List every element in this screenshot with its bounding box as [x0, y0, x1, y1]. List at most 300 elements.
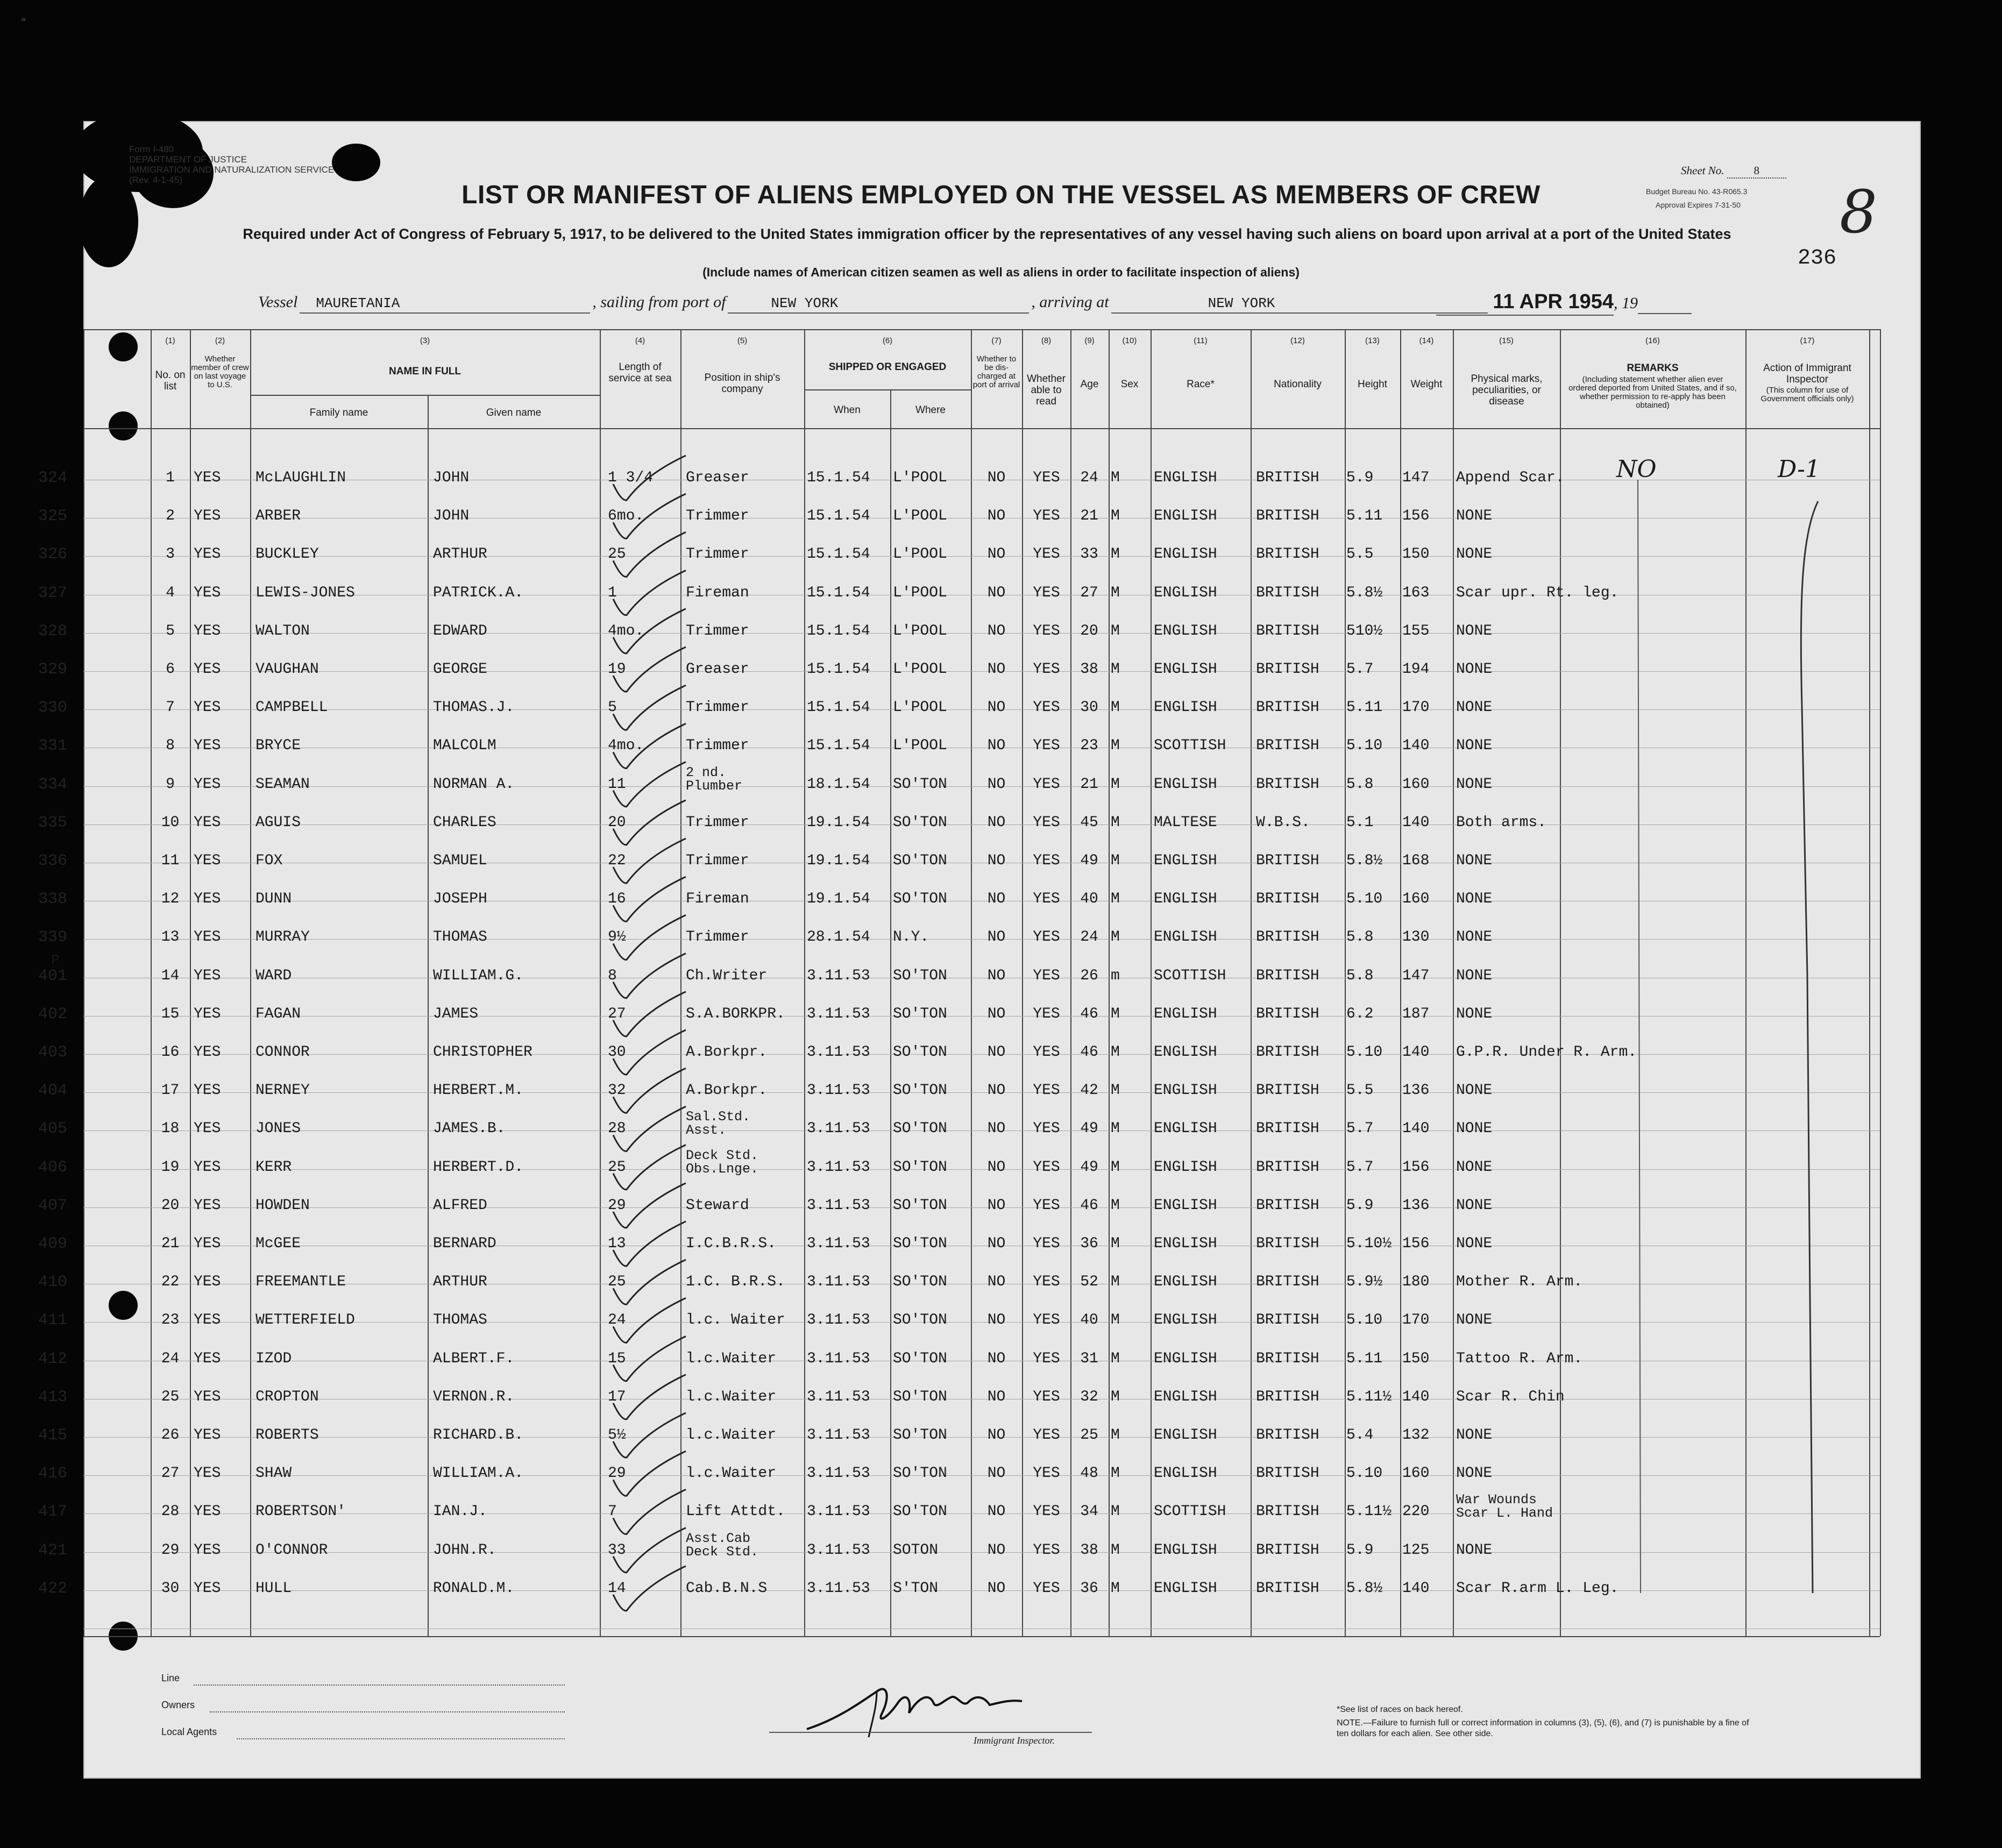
cell-family: SEAMAN — [255, 776, 310, 793]
cell-disch: NO — [987, 776, 1006, 793]
cell-sex: M — [1111, 929, 1120, 946]
cell-service: 25 — [608, 546, 626, 563]
cell-age: 46 — [1080, 1044, 1098, 1061]
cell-nat: BRITISH — [1256, 929, 1319, 946]
cell-margin: 339 — [38, 928, 67, 947]
cell-height: 5.11 — [1346, 1350, 1383, 1367]
cell-race: ENGLISH — [1154, 699, 1217, 716]
cell-marks: NONE — [1456, 1158, 1493, 1176]
cell-service: 9½ — [608, 929, 626, 946]
cell-no: 13 — [161, 929, 180, 946]
cell-position: Asst.Cab Deck Std. — [686, 1530, 759, 1560]
cell-family: MURRAY — [255, 929, 310, 946]
cell-height: 5.9 — [1346, 1197, 1374, 1214]
cell-no: 28 — [161, 1503, 180, 1520]
table-row — [38, 731, 1880, 764]
cell-prev: YES — [194, 1197, 221, 1214]
cell-prev: YES — [194, 1120, 221, 1138]
cell-race: ENGLISH — [1154, 546, 1217, 563]
cell-given: ALBERT.F. — [433, 1350, 515, 1367]
cell-where: L'POOL — [893, 699, 947, 716]
cell-sex: M — [1111, 776, 1120, 793]
cell-disch: NO — [987, 1197, 1006, 1214]
cell-position: Trimmer — [686, 699, 749, 716]
cell-prev: YES — [194, 1005, 221, 1022]
cell-read: YES — [1033, 699, 1060, 716]
cell-age: 49 — [1080, 852, 1098, 869]
cell-given: WILLIAM.G. — [433, 967, 524, 984]
cell-position: Trimmer — [686, 852, 749, 869]
cell-height: 5.10 — [1346, 1312, 1383, 1329]
cell-race: ENGLISH — [1154, 1312, 1217, 1329]
cell-nat: BRITISH — [1256, 1044, 1319, 1061]
penalty-note: NOTE.—Failure to furnish full or correct information in columns (3), (5), (6), and (7) is punishable by a fine of ten dollars for each alien. See other side. — [1337, 1718, 1749, 1738]
cell-sex: M — [1111, 1197, 1120, 1214]
cell-marks: NONE — [1456, 1427, 1493, 1444]
cell-disch: NO — [987, 929, 1006, 946]
table-row — [38, 1530, 1880, 1568]
cell-race: ENGLISH — [1154, 1274, 1217, 1291]
cell-height: 5.8½ — [1346, 584, 1383, 601]
cell-weight: 168 — [1402, 852, 1430, 869]
cell-read: YES — [1033, 1120, 1060, 1138]
races-footnote: *See list of races on back hereof. — [1337, 1705, 1463, 1714]
cell-prev: YES — [194, 1580, 221, 1597]
cell-family: DUNN — [255, 891, 292, 908]
cell-no: 19 — [161, 1158, 180, 1176]
cell-sex: M — [1111, 661, 1120, 678]
cell-age: 33 — [1080, 546, 1098, 563]
cell-weight: 187 — [1402, 1005, 1430, 1022]
cell-prev: YES — [194, 1465, 221, 1482]
cell-nat: BRITISH — [1256, 1312, 1319, 1329]
cell-when: 3.11.53 — [807, 1082, 870, 1099]
cell-service: 29 — [608, 1465, 626, 1482]
cell-position: Trimmer — [686, 546, 749, 563]
cell-height: 5.8 — [1346, 967, 1374, 984]
cell-margin: 327 — [38, 584, 67, 602]
cell-when: 19.1.54 — [807, 891, 870, 908]
cell-disch: NO — [987, 1274, 1006, 1291]
cell-margin: 329 — [38, 660, 67, 679]
table-row — [38, 1229, 1880, 1262]
cell-race: ENGLISH — [1154, 1235, 1217, 1252]
cell-marks: NONE — [1456, 1005, 1493, 1022]
cell-no: 11 — [161, 852, 180, 869]
cell-given: ALFRED — [433, 1197, 487, 1214]
cell-given: WILLIAM.A. — [433, 1465, 524, 1482]
cell-given: CHRISTOPHER — [433, 1044, 533, 1061]
cell-when: 3.11.53 — [807, 1274, 870, 1291]
cell-no: 8 — [166, 737, 175, 755]
cell-nat: BRITISH — [1256, 1120, 1319, 1138]
header-weight: Weight — [1410, 379, 1443, 390]
col-num-4: (4) — [635, 336, 645, 345]
cell-service: 24 — [608, 1312, 626, 1329]
cell-marks: NONE — [1456, 1465, 1493, 1482]
cell-margin: 411 — [38, 1311, 67, 1330]
cell-position: Trimmer — [686, 508, 749, 525]
footer-agents-label: Local Agents — [161, 1726, 217, 1737]
cell-where: SO'TON — [893, 814, 947, 831]
cell-where: SO'TON — [893, 1005, 947, 1022]
table-row — [38, 1306, 1880, 1338]
cell-position: l.c.Waiter — [686, 1427, 777, 1444]
col-num-11: (11) — [1194, 336, 1208, 345]
cell-nat: BRITISH — [1256, 776, 1319, 793]
header-member-prev: Whether member of crew on last voyage to U.S. — [191, 354, 249, 389]
cell-given: HERBERT.D. — [433, 1158, 524, 1176]
cell-sex: M — [1111, 1274, 1120, 1291]
table-row — [38, 456, 1880, 496]
cell-height: 5.7 — [1346, 661, 1374, 678]
cell-when: 3.11.53 — [807, 1541, 870, 1559]
cell-read: YES — [1033, 1312, 1060, 1329]
col-num-8: (8) — [1041, 336, 1052, 345]
cell-service: 33 — [608, 1541, 626, 1559]
table-row — [38, 655, 1880, 687]
cell-where: L'POOL — [893, 508, 947, 525]
cell-where: SO'TON — [893, 1197, 947, 1214]
cell-service: 25 — [608, 1158, 626, 1176]
cell-prev: YES — [194, 737, 221, 755]
cell-disch: NO — [987, 1580, 1006, 1597]
cell-height: 5.11 — [1346, 508, 1383, 525]
cell-no: 14 — [161, 967, 180, 984]
header-discharged: Whether to be dis-charged at port of arrival — [972, 354, 1020, 389]
cell-race: ENGLISH — [1154, 1044, 1217, 1061]
form-instructions-sub: (Include names of American citizen seamen as well as aliens in order to facilitate inspection of aliens) — [702, 265, 1300, 279]
cell-read: YES — [1033, 1044, 1060, 1061]
cell-marks: NONE — [1456, 661, 1493, 678]
cell-given: RICHARD.B. — [433, 1427, 524, 1444]
cell-disch: NO — [987, 1541, 1006, 1559]
cell-age: 40 — [1080, 891, 1098, 908]
header-height: Height — [1358, 379, 1387, 390]
table-row — [38, 1492, 1880, 1530]
table-row — [38, 1000, 1880, 1032]
cell-disch: NO — [987, 1158, 1006, 1176]
cell-no: 7 — [166, 699, 175, 716]
cell-margin: 422 — [38, 1579, 67, 1598]
cell-margin: 412 — [38, 1349, 67, 1368]
cell-position: 1.C. B.R.S. — [686, 1274, 785, 1291]
cell-height: 5.8 — [1346, 776, 1374, 793]
cell-race: SCOTTISH — [1154, 737, 1226, 755]
cell-age: 36 — [1080, 1580, 1098, 1597]
col-num-10: (10) — [1122, 336, 1137, 345]
cell-service: 13 — [608, 1235, 626, 1252]
cell-nat: BRITISH — [1256, 1350, 1319, 1367]
cell-family: CAMPBELL — [255, 699, 328, 716]
cell-when: 3.11.53 — [807, 1580, 870, 1597]
cell-disch: NO — [987, 470, 1006, 486]
cell-race: ENGLISH — [1154, 1580, 1217, 1597]
cell-read: YES — [1033, 1388, 1060, 1405]
cell-service: 17 — [608, 1388, 626, 1405]
cell-prev: YES — [194, 470, 221, 486]
cell-when: 3.11.53 — [807, 1158, 870, 1176]
cell-race: ENGLISH — [1154, 661, 1217, 678]
cell-height: 5.9 — [1346, 1541, 1374, 1559]
cell-margin: 335 — [38, 813, 67, 832]
cell-family: CONNOR — [255, 1044, 310, 1061]
cell-read: YES — [1033, 814, 1060, 831]
cell-height: 5.11½ — [1346, 1388, 1392, 1405]
cell-weight: 180 — [1402, 1274, 1430, 1291]
cell-prev: YES — [194, 929, 221, 946]
cell-marks: NONE — [1456, 1120, 1493, 1138]
cell-race: SCOTTISH — [1154, 967, 1226, 984]
cell-position: l.c. Waiter — [686, 1312, 785, 1329]
cell-height: 5.11½ — [1346, 1503, 1392, 1520]
cell-age: 30 — [1080, 699, 1098, 716]
cell-when: 15.1.54 — [807, 584, 870, 601]
cell-given: EDWARD — [433, 622, 487, 639]
table-row — [38, 1109, 1880, 1147]
cell-nat: BRITISH — [1256, 584, 1319, 601]
cell-race: ENGLISH — [1154, 1082, 1217, 1099]
cell-race: ENGLISH — [1154, 470, 1217, 486]
cell-read: YES — [1033, 967, 1060, 984]
cell-age: 45 — [1080, 814, 1098, 831]
cell-position: l.c.Waiter — [686, 1388, 777, 1405]
cell-no: 4 — [166, 584, 175, 601]
cell-marks: NONE — [1456, 776, 1493, 793]
cell-family: FREEMANTLE — [255, 1274, 346, 1291]
cell-given: BERNARD — [433, 1235, 496, 1252]
cell-disch: NO — [987, 1427, 1006, 1444]
cell-margin: 417 — [38, 1503, 67, 1522]
cell-marks: NONE — [1456, 1082, 1493, 1099]
cell-read: YES — [1033, 1427, 1060, 1444]
cell-weight: 160 — [1402, 776, 1430, 793]
cell-where: S'TON — [893, 1580, 939, 1597]
cell-race: MALTESE — [1154, 814, 1217, 831]
header-length-service: Length of service at sea — [608, 361, 672, 384]
cell-no: 3 — [166, 546, 175, 563]
table-row — [38, 1076, 1880, 1108]
cell-service: 11 — [608, 776, 626, 793]
cell-read: YES — [1033, 584, 1060, 601]
cell-height: 5.10 — [1346, 1044, 1383, 1061]
cell-when: 3.11.53 — [807, 1503, 870, 1520]
cell-service: 32 — [608, 1082, 626, 1099]
cell-when: 19.1.54 — [807, 852, 870, 869]
cell-where: SO'TON — [893, 1465, 947, 1482]
cell-weight: 136 — [1402, 1197, 1430, 1214]
cell-height: 5.9 — [1346, 470, 1374, 486]
arriving-label: , arriving at — [1031, 293, 1109, 311]
cell-position: Greaser — [686, 661, 749, 678]
cell-marks: NONE — [1456, 852, 1493, 869]
cell-marks: NONE — [1456, 1235, 1493, 1252]
cell-no: 18 — [161, 1120, 180, 1138]
cell-nat: BRITISH — [1256, 1082, 1319, 1099]
cell-no: 2 — [166, 508, 175, 525]
cell-sex: M — [1111, 622, 1120, 639]
cell-prev: YES — [194, 584, 221, 601]
cell-where: SO'TON — [893, 967, 947, 984]
cell-read: YES — [1033, 737, 1060, 755]
budget-bureau: Budget Bureau No. 43-R065.3 — [1646, 187, 1748, 196]
cell-height: 5.9½ — [1346, 1274, 1383, 1291]
cell-age: 21 — [1080, 508, 1098, 525]
cell-age: 49 — [1080, 1158, 1098, 1176]
cell-where: SO'TON — [893, 1350, 947, 1367]
cell-prev: YES — [194, 1503, 221, 1520]
cell-no: 25 — [161, 1388, 180, 1405]
cell-family: ARBER — [255, 508, 301, 525]
cell-where: SOTON — [893, 1541, 939, 1559]
cell-when: 15.1.54 — [807, 508, 870, 525]
cell-weight: 170 — [1402, 1312, 1430, 1329]
cell-no: 16 — [161, 1044, 180, 1061]
arrival-date: 11 APR 1954 — [1436, 290, 1614, 316]
cell-race: ENGLISH — [1154, 1388, 1217, 1405]
table-row — [38, 885, 1880, 917]
cell-where: SO'TON — [893, 1158, 947, 1176]
cell-prev: YES — [194, 1235, 221, 1252]
footer-line-field — [194, 1684, 565, 1686]
cell-when: 15.1.54 — [807, 470, 870, 486]
cell-margin: 328 — [38, 622, 67, 641]
cell-age: 23 — [1080, 737, 1098, 755]
col-num-5: (5) — [737, 336, 748, 345]
form-instructions: Required under Act of Congress of February 5, 1917, to be delivered to the United States immigration officer by the representatives of any vessel having such aliens on board upon arrival at a port of the United States — [243, 226, 1731, 242]
cell-margin: 407 — [38, 1196, 67, 1215]
cell-margin-prefix: P — [51, 951, 60, 968]
cell-marks: NONE — [1456, 699, 1493, 716]
cell-age: 40 — [1080, 1312, 1098, 1329]
cell-given: GEORGE — [433, 661, 487, 678]
cell-position: Trimmer — [686, 814, 749, 831]
cell-service: 20 — [608, 814, 626, 831]
cell-weight: 140 — [1402, 737, 1430, 755]
cell-disch: NO — [987, 1350, 1006, 1367]
col-num-12: (12) — [1290, 336, 1305, 345]
cell-margin: 404 — [38, 1082, 67, 1100]
cell-family: SHAW — [255, 1465, 292, 1482]
cell-family: CROPTON — [255, 1388, 319, 1405]
cell-given: ARTHUR — [433, 546, 487, 563]
cell-race: ENGLISH — [1154, 852, 1217, 869]
cell-prev: YES — [194, 661, 221, 678]
cell-age: 46 — [1080, 1197, 1098, 1214]
cell-given: IAN.J. — [433, 1503, 487, 1520]
cell-sex: M — [1111, 737, 1120, 755]
cell-family: WETTERFIELD — [255, 1312, 355, 1329]
cell-weight: 140 — [1402, 1580, 1430, 1597]
table-row — [38, 693, 1880, 726]
cell-weight: 125 — [1402, 1541, 1430, 1559]
cell-where: SO'TON — [893, 1274, 947, 1291]
cell-service: 30 — [608, 1044, 626, 1061]
cell-given: JOSEPH — [433, 891, 487, 908]
cell-service: 29 — [608, 1197, 626, 1214]
voyage-line — [258, 293, 1488, 314]
cell-age: 34 — [1080, 1503, 1098, 1520]
cell-nat: BRITISH — [1256, 1388, 1319, 1405]
header-remarks: REMARKS — [1627, 363, 1679, 374]
col-num-3: (3) — [420, 336, 430, 345]
cell-position: Fireman — [686, 584, 749, 601]
cell-margin: 413 — [38, 1388, 67, 1406]
cell-disch: NO — [987, 1503, 1006, 1520]
cell-weight: 140 — [1402, 1388, 1430, 1405]
cell-when: 15.1.54 — [807, 661, 870, 678]
cell-height: 5.10 — [1346, 737, 1383, 755]
cell-service: 15 — [608, 1350, 626, 1367]
cell-when: 3.11.53 — [807, 1388, 870, 1405]
cell-read: YES — [1033, 776, 1060, 793]
crew-table — [38, 329, 1880, 1636]
cell-sex: M — [1111, 1158, 1120, 1176]
arrival-date-stamp — [1436, 290, 1692, 316]
cell-prev: YES — [194, 1044, 221, 1061]
cell-read: YES — [1033, 852, 1060, 869]
cell-marks: G.P.R. Under R. Arm. — [1456, 1044, 1637, 1061]
cell-sex: M — [1111, 1350, 1120, 1367]
cell-race: ENGLISH — [1154, 929, 1217, 946]
cell-read: YES — [1033, 622, 1060, 639]
cell-height: 5.7 — [1346, 1158, 1374, 1176]
sheet-number: Sheet No. 8 — [1681, 164, 1786, 179]
cell-prev: YES — [194, 852, 221, 869]
footer-agents-field — [237, 1738, 565, 1739]
cell-service: 16 — [608, 891, 626, 908]
cell-position: Greaser — [686, 470, 749, 486]
cell-prev: YES — [194, 776, 221, 793]
cell-read: YES — [1033, 1082, 1060, 1099]
cell-read: YES — [1033, 661, 1060, 678]
cell-height: 5.4 — [1346, 1427, 1374, 1444]
cell-when: 3.11.53 — [807, 1465, 870, 1482]
cell-given: SAMUEL — [433, 852, 487, 869]
cell-marks: NONE — [1456, 1197, 1493, 1214]
table-row — [38, 1383, 1880, 1415]
cell-service: 8 — [608, 967, 617, 984]
cell-position: Deck Std. Obs.Lnge. — [686, 1147, 759, 1177]
cell-sex: M — [1111, 1388, 1120, 1405]
cell-service: 5½ — [608, 1427, 626, 1444]
cell-margin: 334 — [38, 775, 67, 794]
cell-read: YES — [1033, 891, 1060, 908]
table-row — [38, 1268, 1880, 1300]
cell-nat: BRITISH — [1256, 1465, 1319, 1482]
table-row — [38, 808, 1880, 841]
cell-read: YES — [1033, 1235, 1060, 1252]
cell-no: 1 — [166, 470, 175, 486]
table-row — [38, 1038, 1880, 1070]
cell-service: 28 — [608, 1120, 626, 1138]
cell-sex: M — [1111, 1082, 1120, 1099]
cell-margin: 409 — [38, 1235, 67, 1253]
cell-where: SO'TON — [893, 1503, 947, 1520]
cell-service: 7 — [608, 1503, 617, 1520]
cell-when: 15.1.54 — [807, 699, 870, 716]
cell-no: 10 — [161, 814, 180, 831]
cell-weight: 147 — [1402, 967, 1430, 984]
cell-where: L'POOL — [893, 622, 947, 639]
cell-no: 23 — [161, 1312, 180, 1329]
col-num-14: (14) — [1419, 336, 1434, 345]
cell-given: JOHN — [433, 508, 470, 525]
header-where: Where — [915, 404, 946, 416]
cell-nat: BRITISH — [1256, 1235, 1319, 1252]
cell-nat: BRITISH — [1256, 1274, 1319, 1291]
cell-marks: Scar upr. Rt. leg. — [1456, 584, 1619, 601]
